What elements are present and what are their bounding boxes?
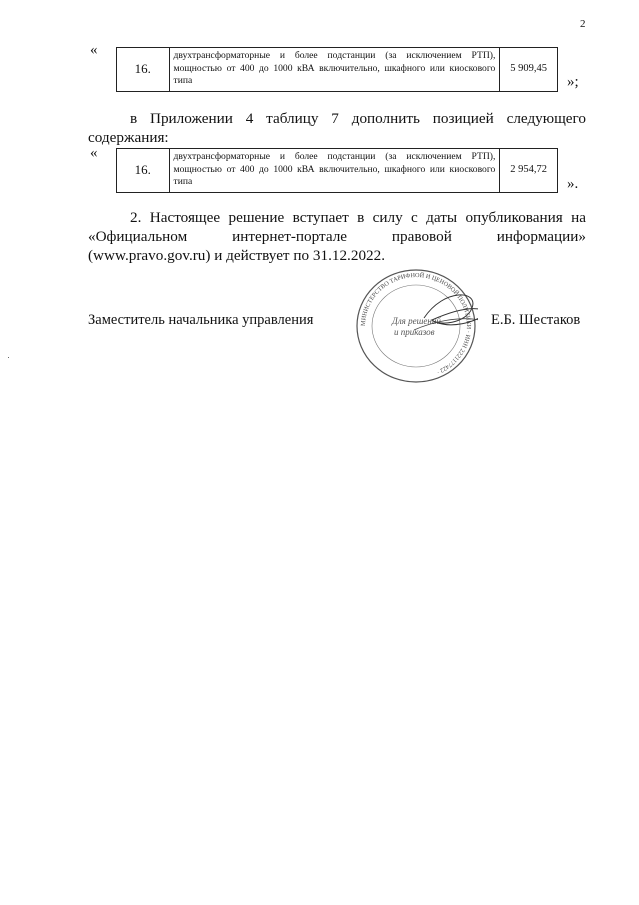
page-number: 2 (580, 18, 586, 30)
row-description: двухтрансформаторные и более подстанции (за исключением РТП), мощностью от 400 до 1000 кВА включительно, шкафного или киоскового типа (169, 149, 500, 193)
tariff-table-second (116, 148, 558, 193)
row-price: 2 954,72 (500, 149, 558, 193)
tariff-table-first (116, 47, 558, 92)
row-price: 5 909,45 (500, 48, 558, 92)
table-row (117, 149, 558, 193)
quote-close-first: »; (567, 74, 579, 90)
quote-close-second: ». (567, 176, 579, 192)
row-description: двухтрансформаторные и более подстанции (за исключением РТП), мощностью от 400 до 1000 кВА включительно, шкафного или киоскового типа (169, 48, 500, 92)
table-row (117, 48, 558, 92)
effective-paragraph: 2. Настоящее решение вступает в силу с даты опубликования на «Официальном интернет-портале правовой информации» (www.pravo.gov.ru) и действует по 31.12.2022. (88, 209, 586, 264)
row-number: 16. (117, 149, 170, 193)
signature-mark (424, 295, 478, 325)
row-number: 16. (117, 48, 170, 92)
quote-open-first: « (90, 42, 98, 58)
scan-speck (8, 357, 9, 358)
stamp-ring-text: МИНИСТЕРСТВО ТАРИФНОЙ И ЦЕНОВОЙ ПОЛИТИКИ · ИНН 2221177422 · (359, 271, 473, 376)
signer-name: Е.Б. Шестаков (491, 312, 581, 328)
stamp-inner-line1: Для решений (392, 316, 441, 326)
signer-title: Заместитель начальника управления (88, 312, 314, 328)
amend-paragraph: в Приложении 4 таблицу 7 дополнить позицией следующего содержания: (88, 110, 586, 146)
official-stamp (354, 268, 478, 384)
quote-open-second: « (90, 145, 98, 161)
stamp-inner-line2: и приказов (394, 327, 435, 337)
